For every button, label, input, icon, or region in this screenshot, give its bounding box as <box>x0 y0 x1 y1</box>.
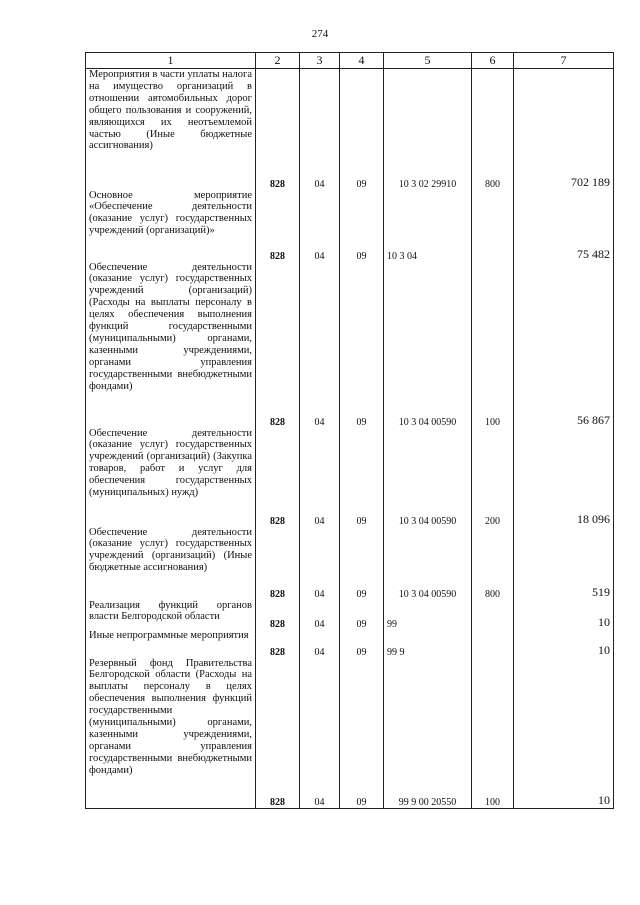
section-code: 04 <box>300 262 340 428</box>
gr-code: 828 <box>256 600 300 630</box>
section-code: 04 <box>300 69 340 190</box>
subsection-code: 09 <box>340 428 384 527</box>
row-description: Основное мероприятие «Обеспечение деятельности (оказание услуг) государственных учреждений (организаций)» <box>86 190 256 262</box>
column-header-4: 4 <box>340 53 384 69</box>
target-code: 10 3 04 <box>384 190 472 262</box>
amount: 18 096 <box>514 428 614 527</box>
table-row <box>86 69 614 190</box>
table-row <box>86 428 614 527</box>
expense-type-code: 200 <box>472 428 514 527</box>
expense-type-code <box>472 600 514 630</box>
expense-type-code <box>472 190 514 262</box>
subsection-code: 09 <box>340 527 384 600</box>
amount: 702 189 <box>514 69 614 190</box>
gr-code: 828 <box>256 630 300 658</box>
column-header-3: 3 <box>300 53 340 69</box>
subsection-code: 09 <box>340 658 384 809</box>
expense-type-code: 800 <box>472 527 514 600</box>
row-description: Мероприятия в части уплаты налога на имущество организаций в отношении автомобильных дорог общего пользования и сооружений, являющихся их неотъемлемой частью (Иные бюджетные ассигнования) <box>86 69 256 190</box>
table-row <box>86 600 614 630</box>
gr-code: 828 <box>256 262 300 428</box>
gr-code: 828 <box>256 658 300 809</box>
column-header-6: 6 <box>472 53 514 69</box>
section-code: 04 <box>300 527 340 600</box>
table-row <box>86 262 614 428</box>
row-description: Иные непрограммные мероприятия <box>86 630 256 658</box>
column-header-7: 7 <box>514 53 614 69</box>
table-row <box>86 658 614 809</box>
row-description: Резервный фонд Правительства Белгородской области (Расходы на выплаты персоналу в целях обеспечения выполнения функций государственными (муниципальными) органами, казенными учреждениями, органами управления государственными внебюджетными фондами) <box>86 658 256 809</box>
section-code: 04 <box>300 190 340 262</box>
column-header-5: 5 <box>384 53 472 69</box>
subsection-code: 09 <box>340 190 384 262</box>
row-description: Обеспечение деятельности (оказание услуг) государственных учреждений (организаций) (Иные бюджетные ассигнования) <box>86 527 256 600</box>
amount: 10 <box>514 630 614 658</box>
amount: 75 482 <box>514 190 614 262</box>
subsection-code: 09 <box>340 69 384 190</box>
expense-type-code: 100 <box>472 658 514 809</box>
target-code: 99 9 00 20550 <box>384 658 472 809</box>
section-code: 04 <box>300 600 340 630</box>
gr-code: 828 <box>256 527 300 600</box>
table-header-row <box>86 53 614 69</box>
section-code: 04 <box>300 630 340 658</box>
amount: 56 867 <box>514 262 614 428</box>
row-description: Обеспечение деятельности (оказание услуг) государственных учреждений (организаций) (Закупка товаров, работ и услуг для обеспечения государственных (муниципальных) нужд) <box>86 428 256 527</box>
subsection-code: 09 <box>340 262 384 428</box>
gr-code: 828 <box>256 69 300 190</box>
table-row <box>86 630 614 658</box>
row-description: Реализация функций органов власти Белгородской области <box>86 600 256 630</box>
expense-type-code: 800 <box>472 69 514 190</box>
target-code: 10 3 02 29910 <box>384 69 472 190</box>
section-code: 04 <box>300 658 340 809</box>
row-description: Обеспечение деятельности (оказание услуг) государственных учреждений (организаций) (Расходы на выплаты персоналу в целях обеспечения выполнения функций государственными (муниципальными) органами, казенными учреждениями, органами управления государственными внебюджетными фондами) <box>86 262 256 428</box>
table-row <box>86 527 614 600</box>
expense-type-code <box>472 630 514 658</box>
column-header-2: 2 <box>256 53 300 69</box>
expense-type-code: 100 <box>472 262 514 428</box>
target-code: 10 3 04 00590 <box>384 262 472 428</box>
target-code: 99 <box>384 600 472 630</box>
target-code: 10 3 04 00590 <box>384 428 472 527</box>
gr-code: 828 <box>256 190 300 262</box>
subsection-code: 09 <box>340 630 384 658</box>
target-code: 99 9 <box>384 630 472 658</box>
gr-code: 828 <box>256 428 300 527</box>
target-code: 10 3 04 00590 <box>384 527 472 600</box>
page-number: 274 <box>311 28 329 40</box>
subsection-code: 09 <box>340 600 384 630</box>
column-header-1: 1 <box>86 53 256 69</box>
section-code: 04 <box>300 428 340 527</box>
budget-table <box>85 52 614 809</box>
amount: 10 <box>514 658 614 809</box>
table-row <box>86 190 614 262</box>
amount: 519 <box>514 527 614 600</box>
amount: 10 <box>514 600 614 630</box>
